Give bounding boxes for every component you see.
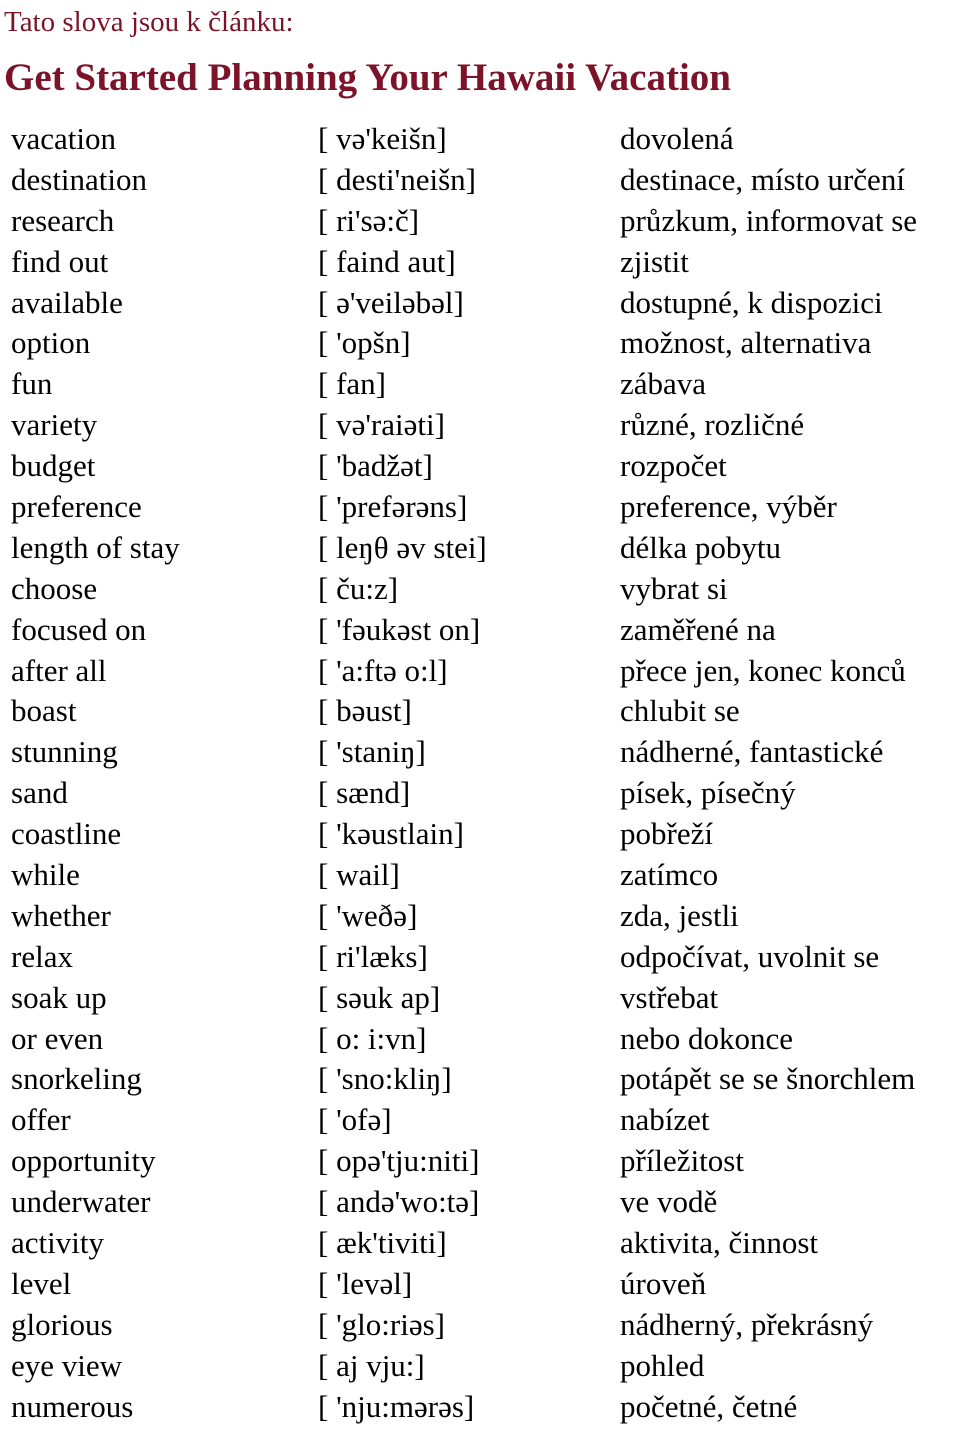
vocab-translation: aktivita, činnost	[620, 1225, 819, 1261]
vocab-word: level	[11, 1265, 72, 1301]
vocab-translation: početné, četné	[620, 1388, 798, 1424]
vocabulary-row	[0, 242, 960, 283]
vocab-word: sand	[11, 775, 68, 811]
vocab-word: underwater	[11, 1184, 151, 1220]
vocab-pronunciation: [ wail]	[318, 857, 400, 893]
vocab-translation: zjistit	[620, 243, 689, 279]
vocab-translation: různé, rozličné	[620, 407, 805, 443]
vocab-word: preference	[11, 489, 142, 525]
vocabulary-row	[0, 1305, 960, 1346]
vocab-translation: zábava	[620, 366, 707, 402]
vocab-pronunciation: [ və'raiəti]	[318, 407, 445, 443]
vocab-pronunciation: [ fan]	[318, 366, 386, 402]
vocab-word: glorious	[11, 1306, 113, 1342]
vocabulary-row	[0, 446, 960, 487]
vocabulary-row	[0, 160, 960, 201]
vocabulary-row	[0, 814, 960, 855]
vocab-translation: vybrat si	[620, 570, 728, 606]
vocab-pronunciation: [ səuk ap]	[318, 979, 441, 1015]
vocab-pronunciation: [ 'fəukəst on]	[318, 611, 481, 647]
vocab-pronunciation: [ 'glo:riəs]	[318, 1306, 445, 1342]
vocab-translation: nebo dokonce	[620, 1020, 794, 1056]
vocab-word: variety	[11, 407, 98, 443]
vocabulary-row	[0, 896, 960, 937]
vocab-word: research	[11, 202, 115, 238]
vocab-word: choose	[11, 570, 98, 606]
vocab-translation: písek, písečný	[620, 775, 796, 811]
vocab-word: find out	[11, 243, 109, 279]
vocab-translation: možnost, alternativa	[620, 325, 872, 361]
vocab-pronunciation: [ aj vju:]	[318, 1347, 425, 1383]
vocab-translation: potápět se se šnorchlem	[620, 1061, 916, 1097]
vocab-pronunciation: [ 'levəl]	[318, 1265, 413, 1301]
vocabulary-row	[0, 1346, 960, 1387]
vocab-translation: nádherný, překrásný	[620, 1306, 874, 1342]
vocabulary-row	[0, 1182, 960, 1223]
vocab-pronunciation: [ 'nju:mərəs]	[318, 1388, 475, 1424]
vocabulary-row	[0, 651, 960, 692]
vocab-pronunciation: [ andə'wo:tə]	[318, 1184, 480, 1220]
vocabulary-row	[0, 1141, 960, 1182]
vocab-pronunciation: [ ču:z]	[318, 570, 399, 606]
vocab-translation: vstřebat	[620, 979, 719, 1015]
vocab-word: budget	[11, 448, 96, 484]
vocab-pronunciation: [ faind aut]	[318, 243, 456, 279]
vocabulary-row	[0, 1100, 960, 1141]
article-title: Get Started Planning Your Hawaii Vacation	[4, 56, 731, 99]
vocab-word: stunning	[11, 734, 118, 770]
vocab-translation: dostupné, k dispozici	[620, 284, 883, 320]
vocabulary-row	[0, 1264, 960, 1305]
vocab-pronunciation: [ æk'tiviti]	[318, 1225, 447, 1261]
vocab-word: fun	[11, 366, 53, 402]
vocabulary-row	[0, 283, 960, 324]
vocab-pronunciation: [ ri'læks]	[318, 938, 428, 974]
vocabulary-row	[0, 323, 960, 364]
vocab-translation: dovolená	[620, 121, 734, 156]
vocab-word: soak up	[11, 979, 107, 1015]
vocab-translation: přece jen, konec konců	[620, 652, 906, 688]
vocab-pronunciation: [ 'weðə]	[318, 897, 418, 933]
vocabulary-row	[0, 487, 960, 528]
vocab-word: length of stay	[11, 529, 180, 565]
vocab-pronunciation: [ 'kəustlain]	[318, 816, 464, 852]
vocabulary-row	[0, 364, 960, 405]
vocabulary-row	[0, 855, 960, 896]
vocab-translation: nabízet	[620, 1102, 710, 1138]
vocab-word: destination	[11, 161, 148, 197]
vocab-translation: nádherné, fantastické	[620, 734, 884, 770]
vocab-translation: úroveň	[620, 1265, 707, 1301]
vocabulary-row	[0, 732, 960, 773]
vocab-translation: zaměřené na	[620, 611, 776, 647]
vocabulary-row	[0, 691, 960, 732]
vocab-word: numerous	[11, 1388, 134, 1424]
vocab-word: opportunity	[11, 1143, 156, 1179]
vocab-pronunciation: [ 'staniŋ]	[318, 734, 426, 770]
vocab-word: vacation	[11, 121, 117, 156]
vocab-pronunciation: [ ə'veiləbəl]	[318, 284, 464, 320]
vocab-word: option	[11, 325, 91, 361]
vocab-word: relax	[11, 938, 73, 974]
vocab-pronunciation: [ 'a:ftə o:l]	[318, 652, 448, 688]
vocab-word: offer	[11, 1102, 71, 1138]
vocab-pronunciation: [ sænd]	[318, 775, 411, 811]
vocab-word: coastline	[11, 816, 122, 852]
vocab-pronunciation: [ 'opšn]	[318, 325, 411, 361]
vocab-word: activity	[11, 1225, 104, 1261]
vocabulary-row	[0, 569, 960, 610]
vocab-word: focused on	[11, 611, 147, 647]
vocab-pronunciation: [ leŋθ əv stei]	[318, 529, 487, 565]
vocab-translation: průzkum, informovat se	[620, 202, 918, 238]
vocab-translation: chlubit se	[620, 693, 740, 729]
vocab-word: while	[11, 857, 80, 893]
vocab-word: available	[11, 284, 123, 320]
vocab-translation: příležitost	[620, 1143, 744, 1179]
vocab-pronunciation: [ 'sno:kliŋ]	[318, 1061, 452, 1097]
vocab-translation: preference, výběr	[620, 489, 837, 525]
vocab-word: boast	[11, 693, 77, 729]
vocabulary-row	[0, 1387, 960, 1428]
vocab-pronunciation: [ 'prefərəns]	[318, 489, 468, 525]
vocabulary-row	[0, 937, 960, 978]
vocab-pronunciation: [ desti'neišn]	[318, 161, 476, 197]
vocabulary-row	[0, 119, 960, 160]
vocab-pronunciation: [ o: i:vn]	[318, 1020, 427, 1056]
vocab-translation: zatímco	[620, 857, 719, 893]
vocab-translation: pohled	[620, 1347, 705, 1383]
vocab-translation: pobřeží	[620, 816, 713, 852]
vocabulary-row	[0, 610, 960, 651]
vocabulary-row	[0, 405, 960, 446]
vocabulary-row	[0, 528, 960, 569]
vocabulary-row	[0, 1059, 960, 1100]
vocabulary-row	[0, 978, 960, 1019]
vocab-pronunciation: [ bəust]	[318, 693, 412, 729]
vocab-translation: ve vodě	[620, 1184, 718, 1220]
vocab-word: after all	[11, 652, 107, 688]
vocabulary-row	[0, 773, 960, 814]
vocab-word: snorkeling	[11, 1061, 142, 1097]
vocabulary-list	[0, 119, 960, 1428]
vocabulary-row	[0, 201, 960, 242]
vocabulary-row	[0, 1019, 960, 1060]
vocab-word: or even	[11, 1020, 104, 1056]
vocab-translation: rozpočet	[620, 448, 727, 484]
vocab-word: eye view	[11, 1347, 123, 1383]
vocab-translation: délka pobytu	[620, 529, 781, 565]
vocab-translation: odpočívat, uvolnit se	[620, 938, 880, 974]
vocabulary-row	[0, 1223, 960, 1264]
article-subtitle: Tato slova jsou k článku:	[4, 6, 294, 38]
vocab-pronunciation: [ 'badžət]	[318, 448, 433, 484]
vocab-pronunciation: [ və'keišn]	[318, 121, 447, 156]
vocab-translation: zda, jestli	[620, 897, 739, 933]
vocab-pronunciation: [ 'ofə]	[318, 1102, 392, 1138]
vocab-pronunciation: [ opə'tju:niti]	[318, 1143, 480, 1179]
vocab-pronunciation: [ ri'sə:č]	[318, 202, 420, 238]
vocab-translation: destinace, místo určení	[620, 161, 905, 197]
vocab-word: whether	[11, 897, 111, 933]
